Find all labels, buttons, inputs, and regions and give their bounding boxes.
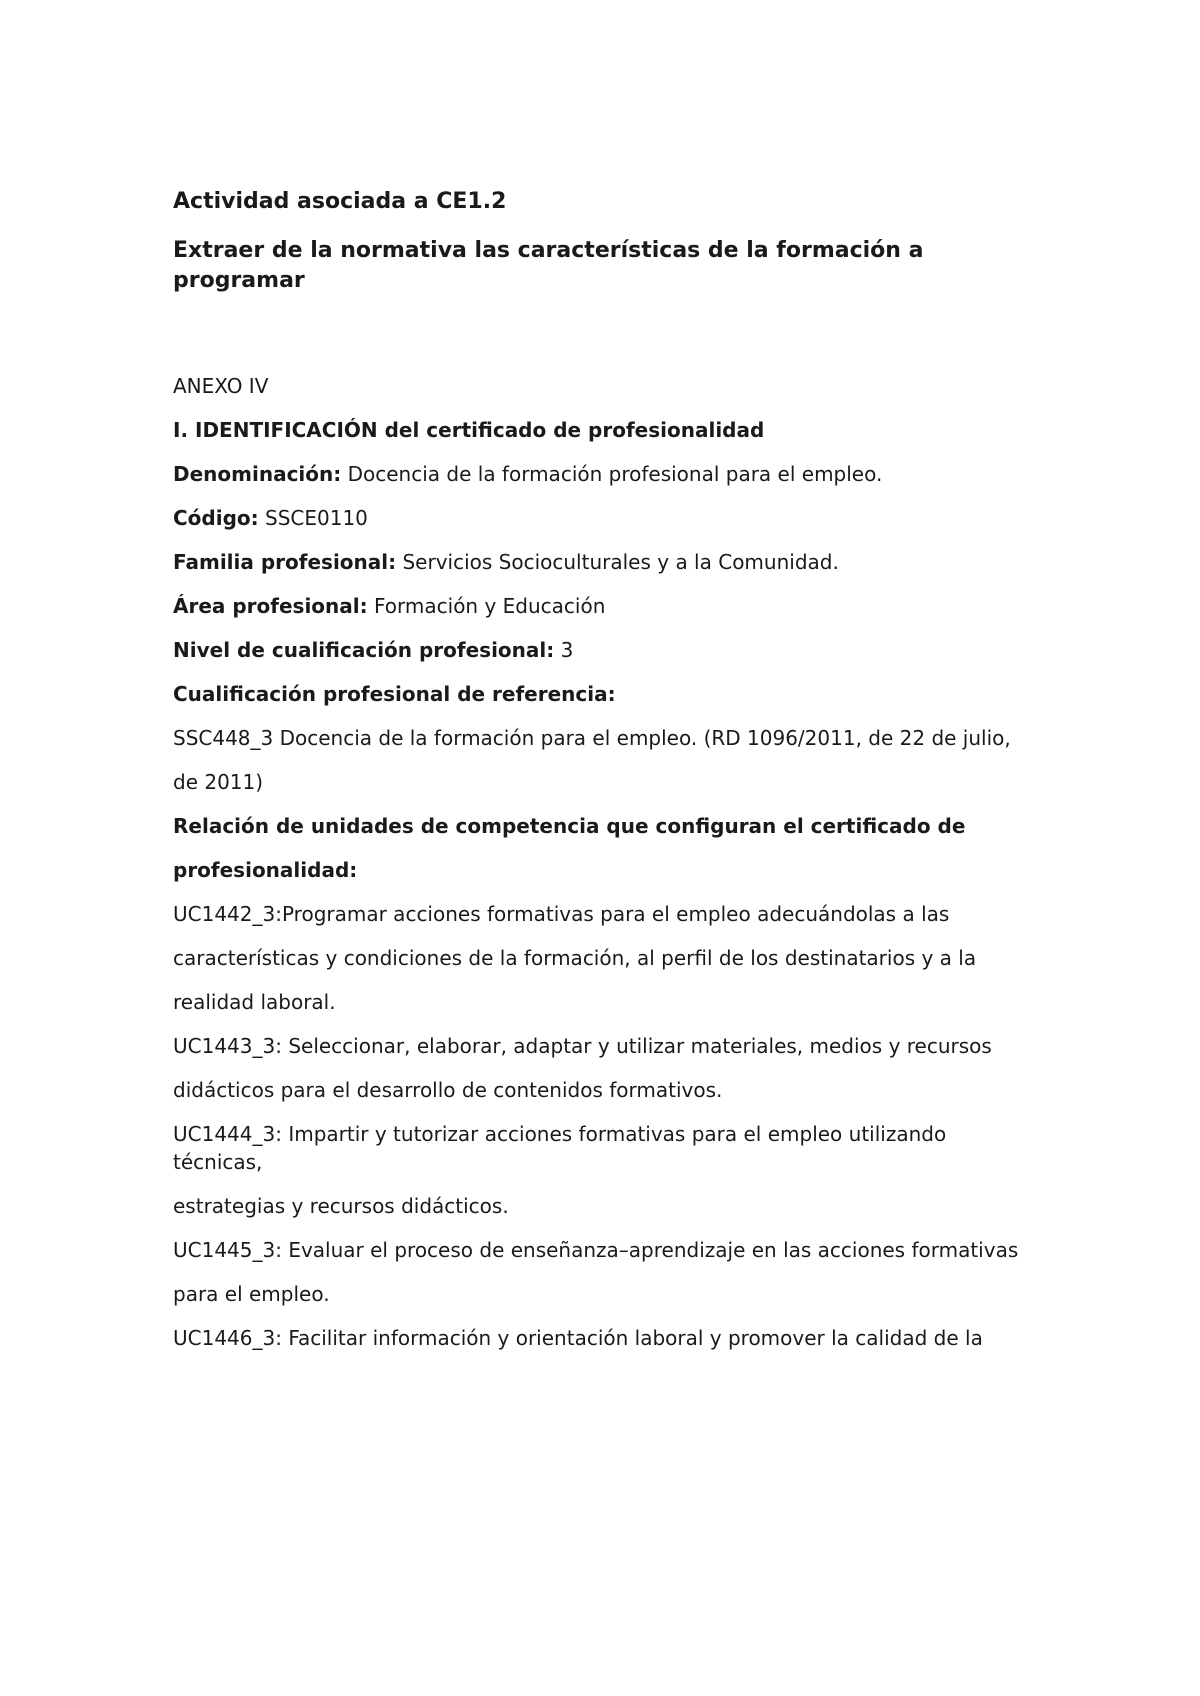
field-value: 3 — [554, 638, 574, 662]
unit-line: UC1444_3: Impartir y tutorizar acciones formativas para el empleo utilizando técnicas, — [173, 1122, 947, 1174]
field-value: Formación y Educación — [367, 594, 606, 618]
field-value: Servicios Socioculturales y a la Comunidad. — [396, 550, 839, 574]
unit-line: didácticos para el desarrollo de contenidos formativos. — [173, 1078, 723, 1102]
field-label: Denominación: — [173, 462, 342, 486]
field-value: Docencia de la formación profesional para el empleo. — [341, 462, 883, 486]
units-heading: Relación de unidades de competencia que configuran el certificado de — [173, 814, 966, 838]
qualification-line: SSC448_3 Docencia de la formación para el empleo. (RD 1096/2011, de 22 de julio, — [173, 726, 1011, 750]
unit-line: realidad laboral. — [173, 990, 336, 1014]
unit-line: características y condiciones de la formación, al perfil de los destinatarios y a la — [173, 946, 977, 970]
unit-line: UC1446_3: Facilitar información y orientación laboral y promover la calidad de la — [173, 1326, 983, 1350]
qualification-line: de 2011) — [173, 770, 264, 794]
unit-line: UC1443_3: Seleccionar, elaborar, adaptar y utilizar materiales, medios y recursos — [173, 1034, 992, 1058]
units-heading: profesionalidad: — [173, 858, 358, 882]
field-nivel — [173, 636, 1033, 664]
field-familia — [173, 548, 1033, 576]
field-denominacion — [173, 460, 1033, 488]
field-value: SSCE0110 — [258, 506, 368, 530]
document-subtitle: Extraer de la normativa las características de la formación a programar — [173, 238, 924, 293]
document-title: Actividad asociada a CE1.2 — [173, 189, 507, 214]
unit-line: UC1445_3: Evaluar el proceso de enseñanza–aprendizaje en las acciones formativas — [173, 1238, 1019, 1262]
field-label: Código: — [173, 506, 259, 530]
unit-line: estrategias y recursos didácticos. — [173, 1194, 509, 1218]
field-label: Nivel de cualificación profesional: — [173, 638, 555, 662]
field-codigo — [173, 504, 1033, 532]
unit-line: para el empleo. — [173, 1282, 330, 1306]
annex-heading: ANEXO IV — [173, 374, 269, 398]
document-page — [173, 188, 1033, 1368]
field-area — [173, 592, 1033, 620]
section-heading: I. IDENTIFICACIÓN del certificado de profesionalidad — [173, 418, 765, 442]
field-label: Familia profesional: — [173, 550, 397, 574]
field-label: Área profesional: — [173, 594, 368, 618]
qualification-label: Cualificación profesional de referencia: — [173, 682, 616, 706]
unit-line: UC1442_3:Programar acciones formativas para el empleo adecuándolas a las — [173, 902, 950, 926]
